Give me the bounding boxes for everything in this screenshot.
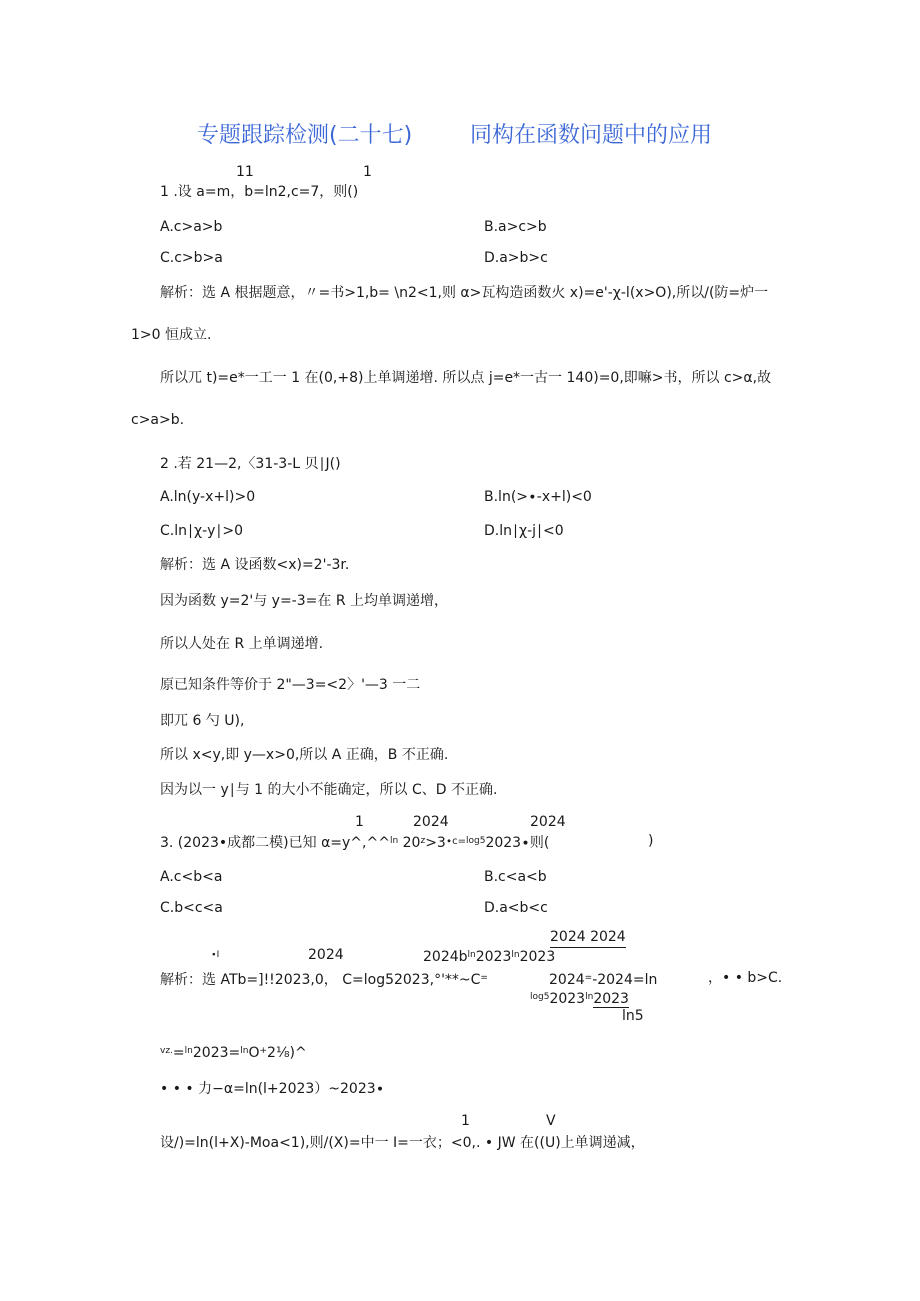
q2-solution-line-2: 因为函数 y=2'与 y=-3=在 R 上均单调递增， (160, 593, 449, 609)
q3-solution-line-3: • • • 力−α=ln(l+2023）~2023∙ (160, 1081, 385, 1097)
q3-superscript-2: 2024 (413, 814, 449, 830)
q3-solution-den-a: 2023 (549, 991, 586, 1007)
q3-solution-mark: ∙I (211, 950, 220, 960)
q3-solution-den-ln: ln (585, 992, 594, 1002)
q3-solution-line-1 (160, 969, 488, 989)
q3-superscript-1: 1 (355, 814, 364, 830)
q2-solution-line-3: 所以人处在 R 上单调递增. (160, 636, 324, 652)
q3-option-d: D.a<b<c (484, 900, 548, 916)
q1-option-b: B.a>c>b (484, 219, 547, 235)
q3-stem-part-e: 2023∙则( (485, 835, 550, 851)
q1-superscript-2: 1 (363, 164, 372, 180)
q3-stem-part-b: 20 (398, 835, 421, 851)
q3-solution-line-4: 设/)=ln(l+X)-Moa<1),则/(X)=中一 I=一衣；<0,. • JW 在((U)上单调递减， (160, 1135, 645, 1151)
q3-solution-l2-c: O (248, 1045, 260, 1061)
q1-stem: 1 .设 a=m，b=ln2,c=7，则() (160, 184, 359, 200)
q3-solution-den-b: 2023 (593, 991, 629, 1007)
q2-option-c: C.ln∣χ-y∣>0 (160, 523, 244, 539)
q1-solution-line-4: c>a>b. (131, 412, 185, 428)
q3-stem-part-d: c= (452, 836, 466, 847)
q3-solution-num-2c: 2023 (519, 949, 556, 965)
q3-solution-ln5: ln5 (622, 1008, 644, 1024)
q3-solution-mid-a: 2024 (549, 972, 585, 988)
q2-solution-line-1: 解析：选 A 设函数<x)=2'-3r. (160, 557, 350, 573)
q1-option-c: C.c>b>a (160, 250, 223, 266)
q3-superscript-3: 2024 (530, 814, 566, 830)
q3-solution-num-1: 2024 (308, 947, 344, 963)
q3-solution-main: 解析：选 ATb=]!!2023,0， C=log52023,°'**~C (160, 972, 481, 988)
q2-solution-line-6: 所以 x<y,即 y—x>0,所以 A 正确，B 不正确. (160, 747, 449, 763)
q2-stem: 2 .若 21—2,〈31-3-L 贝∣J() (160, 456, 341, 472)
q3-solution-num-2b: 2023 (475, 949, 512, 965)
q2-solution-line-4: 原已知条件等价于 2"—3=<2〉'—3 一二 (160, 677, 421, 693)
q3-solution-fraction-top: 2024 2024 (550, 928, 626, 948)
q1-solution-line-1: 解析：选 A 根据题意，〃=书>1,b= \n2<1,则 α>瓦构造函数火 x)=e'-χ-l(x>O),所以/(防=炉一 (160, 285, 769, 301)
q3-solution-tail: ，• • b>C. (708, 970, 783, 986)
q3-stem (160, 832, 549, 852)
q3-solution-l2-ln2: ln (240, 1046, 249, 1056)
q3-solution-mid-b: -2024=ln (592, 972, 658, 988)
q1-solution-line-3: 所以兀 t)=e*一工一 1 在(0,+8)上单调递增. 所以点 j=e*一古一 140)=0,即嘛>书，所以 c>α,故 (160, 370, 772, 386)
q1-superscript-1: 11 (236, 164, 254, 180)
page-title: 专题跟踪检测(二十七) (197, 123, 413, 148)
q1-option-a: A.c>a>b (160, 219, 223, 235)
q3-solution-l4-superscript-1: 1 (461, 1113, 470, 1129)
q3-solution-den-log: log5 (530, 992, 550, 1002)
q1-option-d: D.a>b>c (484, 250, 548, 266)
q2-option-a: A.ln(y-x+l)>0 (160, 489, 256, 505)
q3-stem-part-c: >3 (425, 835, 446, 851)
q3-solution-num-2a: 2024b (423, 949, 468, 965)
q3-stem-part-a: 3. (2023•成都二模)已知 α=y^,^^ (160, 835, 390, 851)
q3-solution-denominator (530, 988, 629, 1008)
q2-option-d: D.ln∣χ-j∣<0 (484, 523, 564, 539)
q3-option-b: B.c<a<b (484, 869, 547, 885)
q3-solution-l2-vz: vz. (160, 1046, 173, 1056)
q2-solution-line-7: 因为以一 y∣与 1 的大小不能确定，所以 C、D 不正确. (160, 782, 498, 798)
q3-option-a: A.c<b<a (160, 869, 223, 885)
q3-solution-l4-superscript-2: V (546, 1113, 556, 1129)
q3-option-c: C.b<c<a (160, 900, 223, 916)
page-subtitle: 同构在函数问题中的应用 (470, 123, 713, 148)
q3-solution-l2-d: 2⅛)^ (267, 1045, 307, 1061)
q3-solution-l2-plus: + (259, 1046, 268, 1056)
q2-solution-line-5: 即兀 6 勺 U), (160, 713, 245, 729)
q3-solution-num-2 (423, 946, 555, 966)
q3-solution-l2-a: = (172, 1045, 185, 1061)
q3-stem-log: log5 (465, 836, 486, 846)
q3-solution-num-2-ln2: ln (511, 950, 520, 960)
q3-solution-middle (549, 969, 657, 989)
q3-solution-l2-b: 2023= (192, 1045, 241, 1061)
q3-stem-z: z (420, 836, 426, 846)
q3-stem-dot: ∙ (445, 836, 453, 847)
q3-solution-main-eq: = (480, 973, 488, 983)
q1-solution-line-2: 1>0 恒成立. (131, 327, 212, 343)
q3-stem-close: ) (648, 833, 654, 849)
q3-solution-num-2-ln: ln (467, 950, 476, 960)
q3-solution-mid-eq: = (584, 973, 593, 983)
q2-option-b: B.ln(>∙-x+l)<0 (484, 489, 592, 505)
q3-solution-l2-ln: ln (184, 1046, 193, 1056)
q3-stem-ln: ln (389, 836, 399, 846)
q3-solution-line-2 (160, 1042, 307, 1062)
